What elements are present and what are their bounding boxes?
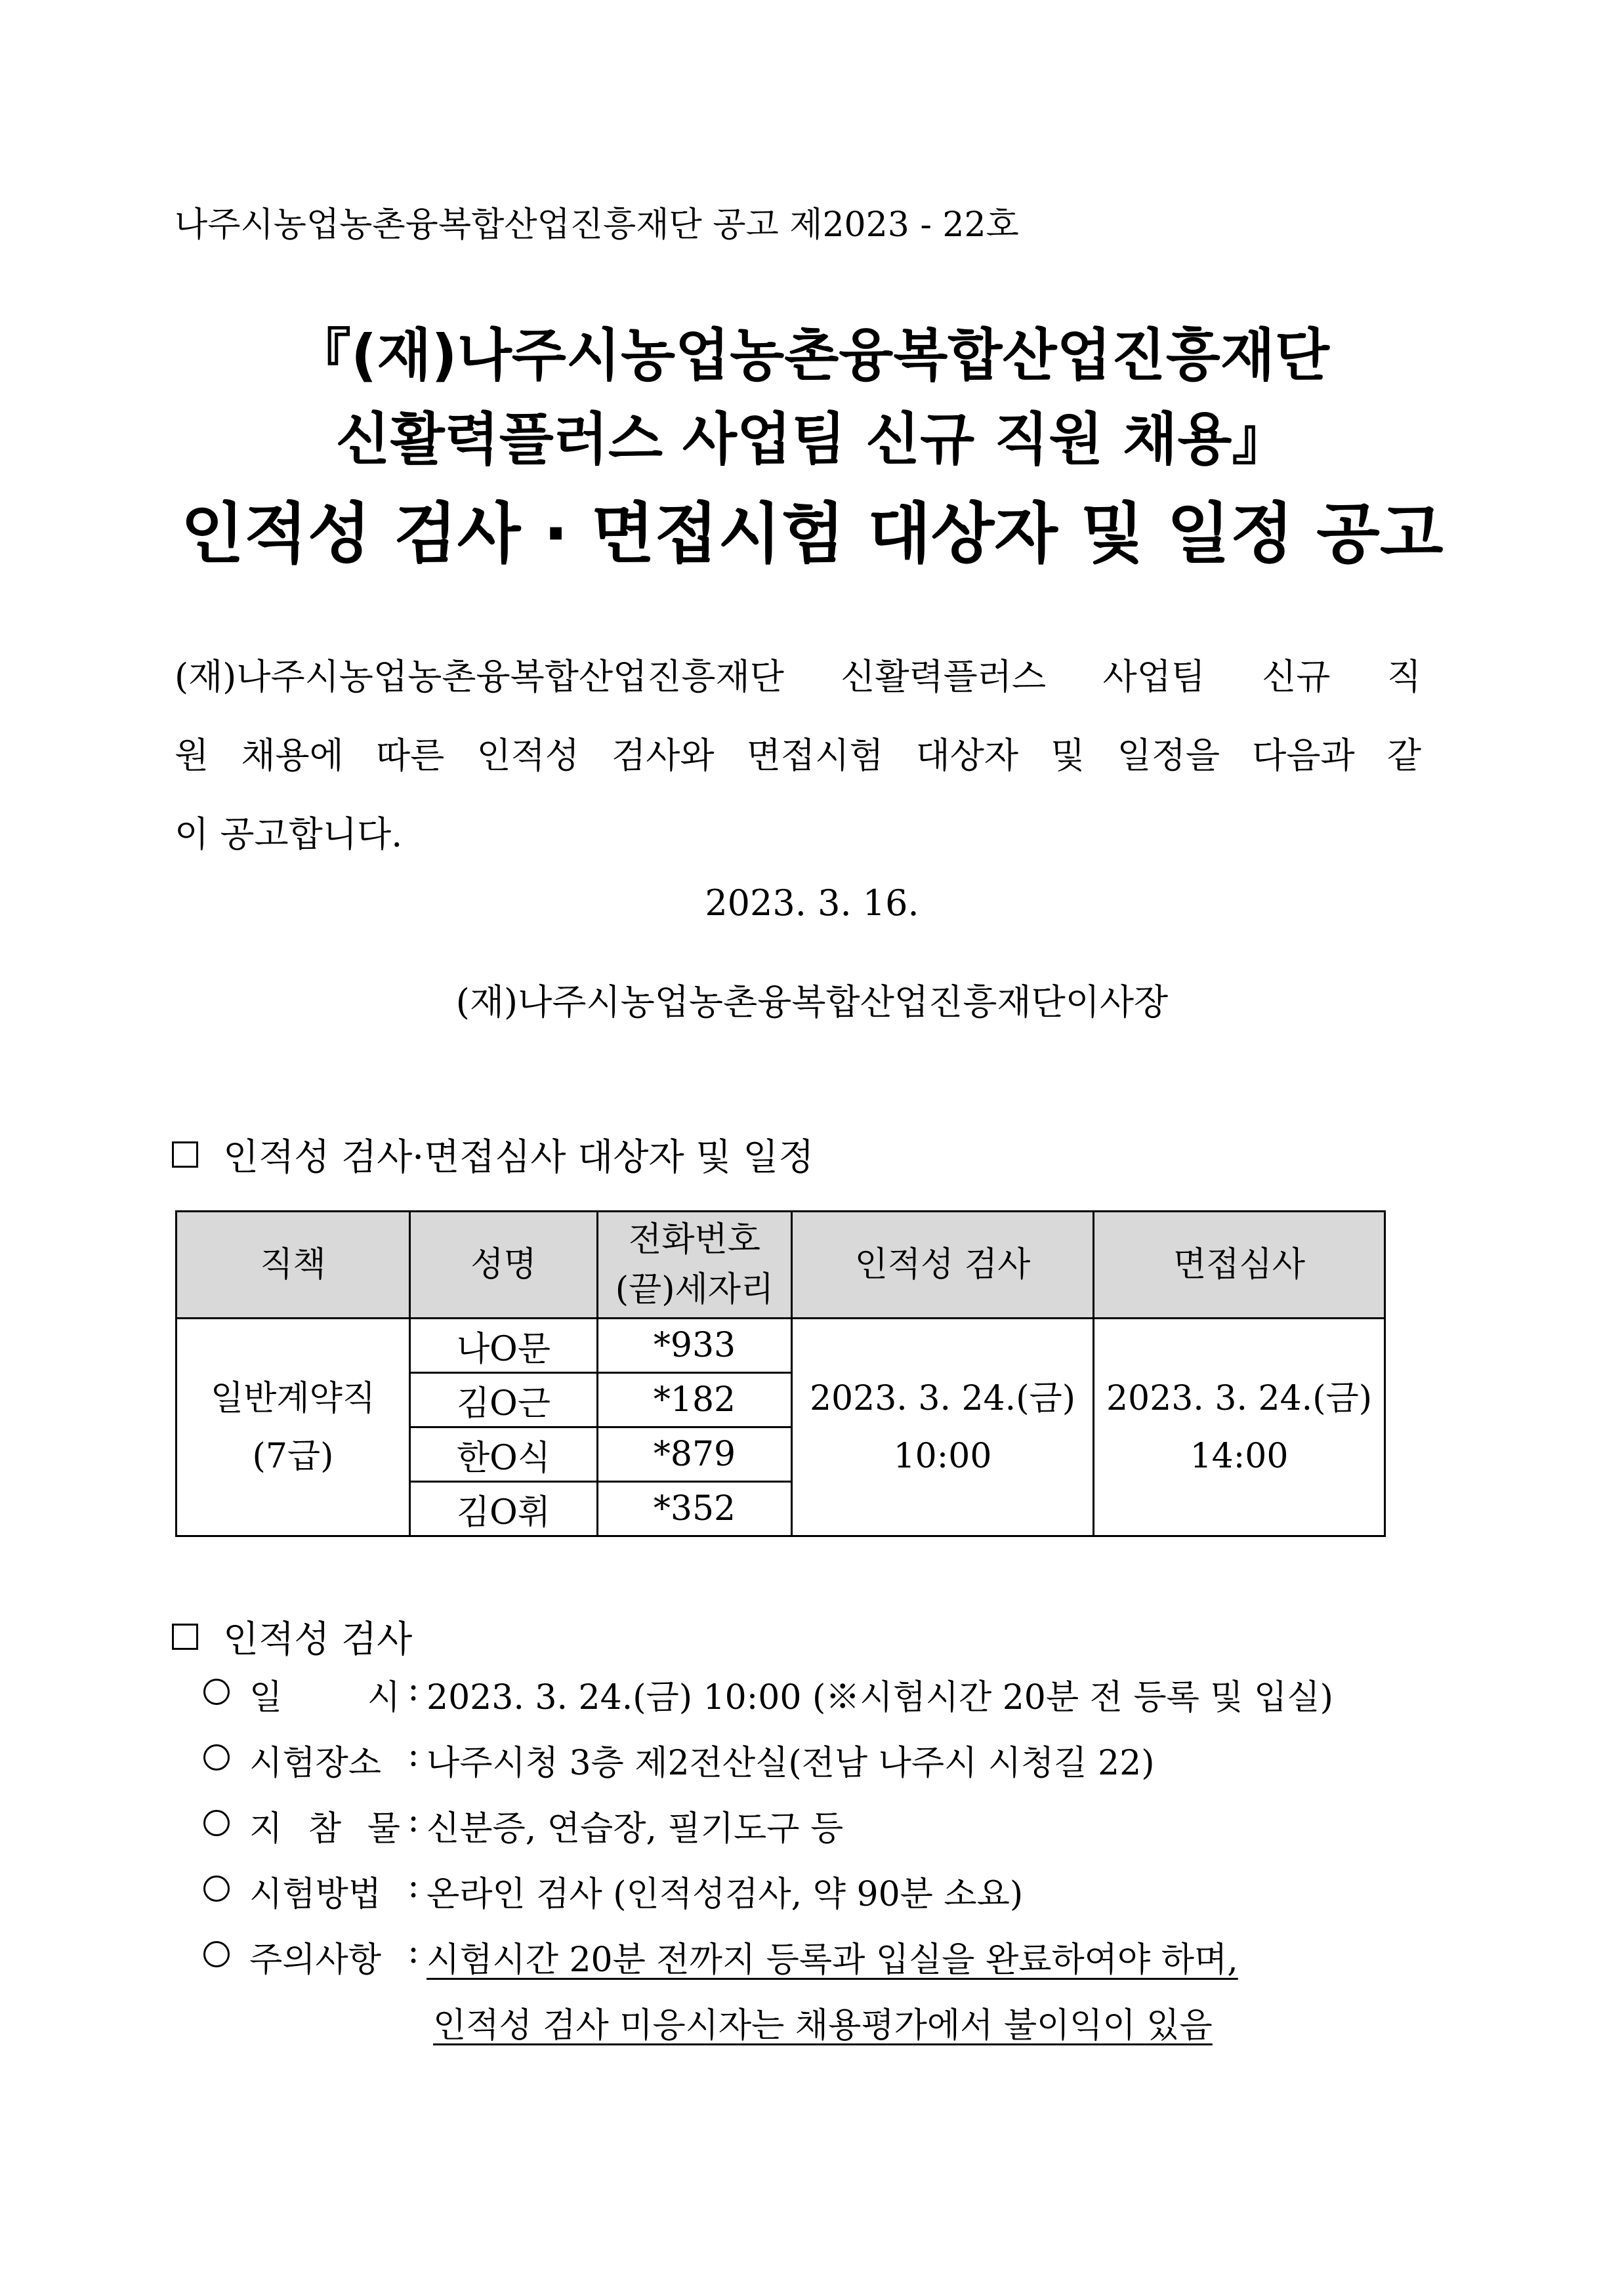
item-label: 지 참 물 [249, 1809, 400, 1849]
item-value: 온라인 검사 (인적성검사, 약 90분 소요) [427, 1875, 1024, 1914]
list-item [203, 1801, 1333, 1866]
notice-number: 나주시농업농촌융복합산업진흥재단 공고 제2023 - 22호 [175, 205, 1019, 245]
section-heading-text: 인적성 검사·면접심사 대상자 및 일정 [223, 1136, 814, 1179]
checkbox-square-icon [172, 1624, 198, 1650]
item-label: 일 시 [249, 1678, 400, 1717]
interview-time: 14:00 [1190, 1436, 1289, 1476]
position-cell [177, 1319, 410, 1536]
candidate-name: 한O식 [410, 1427, 598, 1482]
title-line-2: 신활력플러스 사업팀 신규 직원 채용』 [335, 407, 1289, 472]
circle-bullet-icon [203, 1744, 230, 1771]
aptitude-details-list [203, 1670, 1333, 2063]
list-item [203, 1866, 1333, 1932]
item-colon: : [407, 1932, 419, 1971]
item-value: 신분증, 연습장, 필기도구 등 [427, 1809, 844, 1849]
intro-paragraph [175, 638, 1421, 874]
list-item [203, 1735, 1333, 1801]
header-phone-line-1: 전화번호 [629, 1220, 760, 1260]
candidate-phone: *933 [598, 1319, 792, 1373]
item-label: 주의사항 [249, 1940, 381, 1980]
notice-date: 2023. 3. 16. [705, 882, 919, 924]
section-heading-text: 인적성 검사 [223, 1618, 413, 1661]
candidate-phone: *352 [598, 1482, 792, 1536]
list-item [203, 1932, 1333, 1998]
intro-line-2: 원 채용에 따른 인적성 검사와 면접시험 대상자 및 일정을 다음과 같 [175, 735, 1421, 776]
issuer: (재)나주시농업농촌융복합산업진흥재단이사장 [455, 981, 1169, 1023]
section-heading-schedule [172, 1128, 814, 1181]
aptitude-schedule-cell [792, 1319, 1094, 1536]
item-label: 시험장소 [249, 1744, 381, 1783]
section-heading-aptitude [172, 1610, 412, 1663]
header-name: 성명 [410, 1212, 598, 1319]
item-colon: : [407, 1735, 419, 1774]
title-line-3: 인적성 검사 · 면접시험 대상자 및 일정 공고 [180, 495, 1444, 572]
item-colon: : [407, 1670, 419, 1709]
title-line-1: 『(재)나주시농업농촌융복합산업진흥재단 [295, 323, 1329, 388]
circle-bullet-icon [203, 1941, 230, 1967]
list-item [203, 1670, 1333, 1735]
position-line-1: 일반계약직 [210, 1378, 376, 1418]
item-value: 2023. 3. 24.(금) 10:00 (※시험시간 20분 전 등록 및 입실) [427, 1678, 1333, 1717]
caution-text: 시험시간 20분 전까지 등록과 입실을 완료하여야 하며, [427, 1940, 1238, 1980]
interview-date: 2023. 3. 24.(금) [1106, 1378, 1373, 1418]
item-colon: : [407, 1801, 419, 1840]
candidate-name: 김O휘 [410, 1482, 598, 1536]
item-colon: : [407, 1866, 419, 1906]
circle-bullet-icon [203, 1679, 230, 1705]
header-phone-line-2: (끝)세자리 [615, 1270, 774, 1309]
position-line-2: (7급) [252, 1436, 334, 1476]
caution-text-continued: 인적성 검사 미응시자는 채용평가에서 불이익이 있음 [433, 2006, 1213, 2045]
header-phone [598, 1212, 792, 1319]
aptitude-time: 10:00 [893, 1436, 992, 1476]
intro-line-1: (재)나주시농업농촌융복합산업진흥재단 신활력플러스 사업팀 신규 직 [175, 656, 1421, 697]
candidate-phone: *182 [598, 1373, 792, 1427]
circle-bullet-icon [203, 1876, 230, 1902]
circle-bullet-icon [203, 1810, 230, 1836]
aptitude-date: 2023. 3. 24.(금) [809, 1378, 1076, 1418]
item-label: 시험방법 [249, 1875, 381, 1914]
header-interview: 면접심사 [1094, 1212, 1385, 1319]
candidate-name: 김O근 [410, 1373, 598, 1427]
checkbox-square-icon [172, 1141, 198, 1168]
table-header-row [177, 1212, 1385, 1319]
header-position: 직책 [177, 1212, 410, 1319]
candidate-name: 나O문 [410, 1319, 598, 1373]
header-aptitude: 인적성 검사 [792, 1212, 1094, 1319]
intro-line-3: 이 공고합니다. [175, 813, 403, 855]
candidate-phone: *879 [598, 1427, 792, 1482]
schedule-table [175, 1210, 1386, 1537]
interview-schedule-cell [1094, 1319, 1385, 1536]
table-row [177, 1319, 1385, 1373]
item-value: 나주시청 3층 제2전산실(전남 나주시 시청길 22) [427, 1744, 1155, 1783]
list-item-continuation [203, 1998, 1333, 2063]
